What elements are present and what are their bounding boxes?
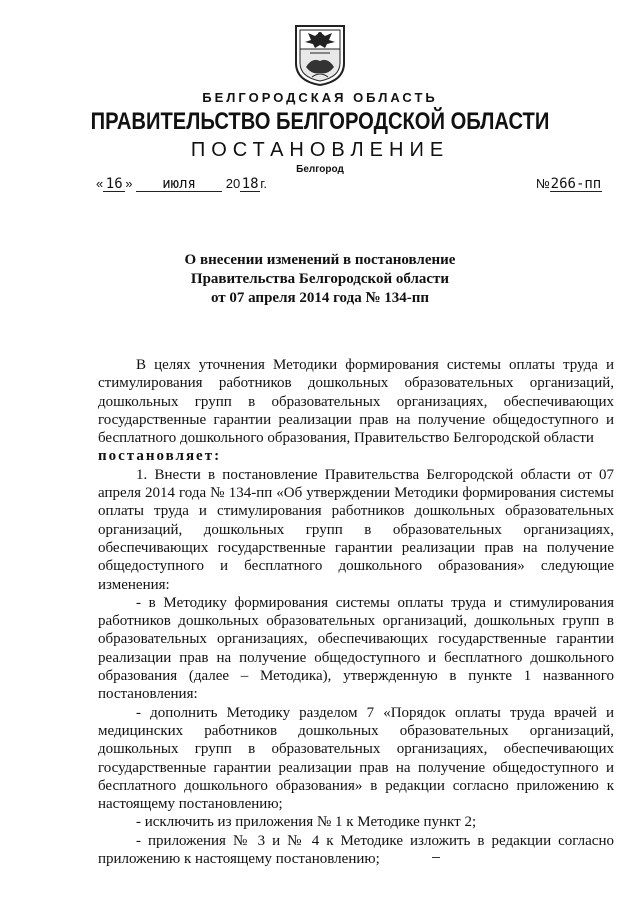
paragraph-decree-verb: [98, 447, 614, 465]
date-day: 16: [103, 177, 125, 192]
title-line-1: О внесении изменений в постановление: [184, 252, 456, 268]
date-year-prefix: 20: [225, 176, 241, 191]
document-title: [0, 251, 640, 308]
paragraph-preamble: В целях уточнения Методики формирования системы оплаты труда и стимулирования работников дошкольных образовательных организаций, дошкольных групп в образовательных организациях, обеспечивающих государственные гарантии реализации прав на получение общедоступного и бесплатного дошкольного образования, Правительство Белгородской области: [98, 357, 614, 447]
paragraph-appendices: - приложения № 3 и № 4 к Методике изложить в редакции согласно приложению к настоящему постановлению;: [98, 832, 614, 868]
document-type: ПОСТАНОВЛЕНИЕ: [190, 139, 450, 161]
document-date: [96, 176, 267, 192]
number-value: 266-пп: [550, 176, 602, 192]
date-year-suffix: 18: [241, 176, 259, 192]
date-close-quote: »: [125, 176, 133, 191]
coat-of-arms-icon: [292, 23, 348, 87]
city-name: Белгород: [296, 164, 344, 175]
document-body: [98, 356, 614, 868]
title-line-2: Правительства Белгородской области: [190, 271, 450, 287]
region-name: БЕЛГОРОДСКАЯ ОБЛАСТЬ: [202, 90, 438, 105]
decree-verb: постановляет:: [98, 448, 222, 465]
paragraph-add-section: - дополнить Методику разделом 7 «Порядок оплаты труда врачей и медицинских работников дошкольных образовательных организаций, дошкольных групп в образовательных организациях, обеспечивающих государственные гарантии реализации прав на получение общедоступного и бесплатного дошкольного образования» в редакции согласно приложению к настоящему постановлению;: [98, 704, 614, 813]
number-sign: №: [536, 176, 550, 191]
paragraph-methodology: - в Методику формирования системы оплаты труда и стимулирования работников дошкольных образовательных организаций, дошкольных групп в образовательных организациях, обеспечивающих государственные гарантии реализации прав на получение общедоступного и бесплатного дошкольного образования (далее – Методика), утвержденную в пункте 1 названного постановления:: [98, 594, 614, 703]
paragraph-exclude: - исключить из приложения № 1 к Методике пункт 2;: [136, 814, 477, 831]
document-number: [536, 176, 602, 192]
date-year-mark: г.: [260, 176, 267, 191]
page-mark: [432, 857, 440, 858]
paragraph-item-1: 1. Внести в постановление Правительства Белгородской области от 07 апреля 2014 года № 134-пп «Об утверждении Методики формирования системы оплаты труда и стимулирования работников дошкольных образовательных организаций, дошкольных групп в образовательных организациях, обеспечивающих государственные гарантии реализации прав на получение общедоступного и бесплатного дошкольного образования» следующие изменения:: [98, 466, 614, 593]
date-month: июля: [136, 177, 222, 192]
date-open-quote: «: [96, 176, 104, 191]
government-name: ПРАВИТЕЛЬСТВО БЕЛГОРОДСКОЙ ОБЛАСТИ: [90, 108, 550, 135]
title-line-3: от 07 апреля 2014 года № 134-пп: [210, 290, 430, 306]
